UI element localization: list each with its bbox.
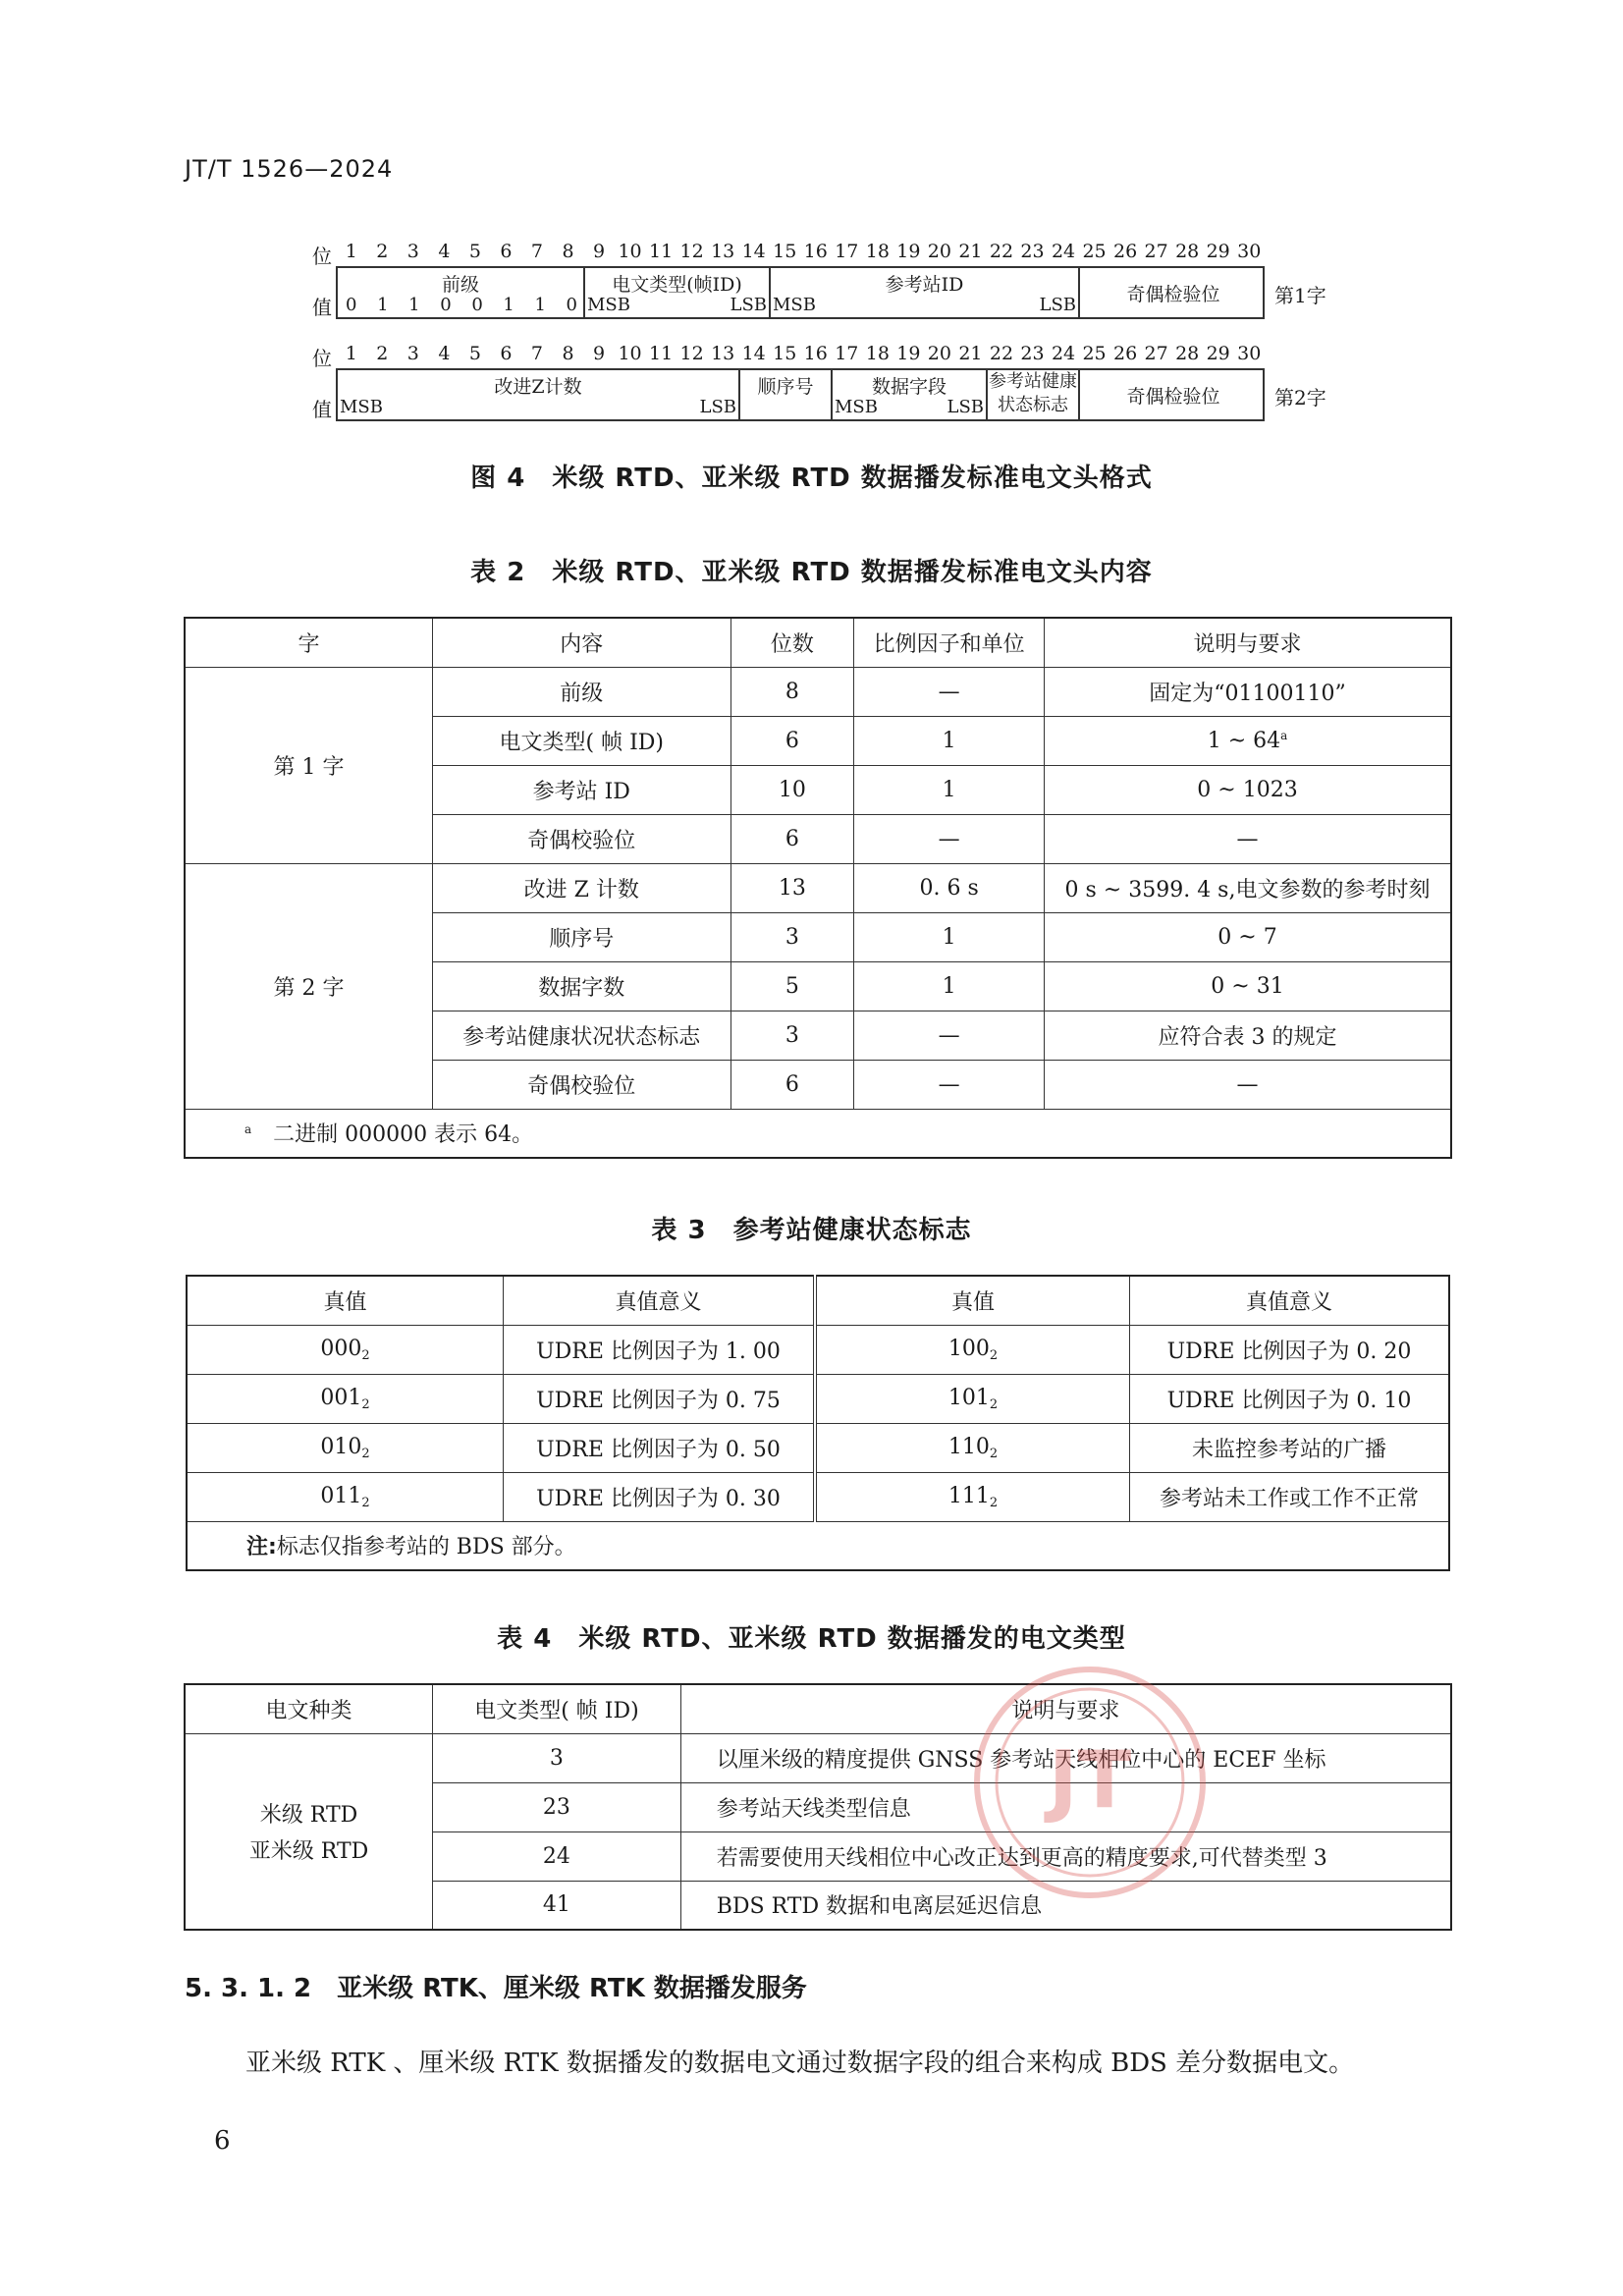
lsb-label: LSB <box>947 397 984 417</box>
health-flag-title <box>988 370 1078 417</box>
bit-number: 2 <box>376 343 389 364</box>
seal-text: JT <box>1048 1734 1132 1826</box>
bit-number: 28 <box>1175 343 1200 364</box>
column-header: 真值意义 <box>503 1276 815 1325</box>
bits-cell: 6 <box>730 716 854 765</box>
word1-cell: 第 1 字 <box>185 667 433 863</box>
table-row <box>185 667 1451 716</box>
content-cell: 参考站健康状况状态标志 <box>433 1011 730 1060</box>
meaning-cell: 未监控参考站的广播 <box>1129 1423 1449 1472</box>
bit-number: 13 <box>711 343 735 364</box>
msb-label: MSB <box>835 397 878 417</box>
message-kind-line1: 米级 RTD <box>259 1802 358 1828</box>
bit-number: 10 <box>618 343 642 364</box>
base-subscript: 2 <box>361 1446 370 1461</box>
column-header: 真值 <box>187 1276 503 1325</box>
truth-value-cell <box>187 1374 503 1423</box>
table4-caption: 表 4 米级 RTD、亚米级 RTD 数据播发的电文类型 <box>497 1624 1126 1654</box>
content-cell: 前级 <box>433 667 730 716</box>
bit-number: 3 <box>406 241 419 262</box>
reference-station-id-field <box>771 268 1080 317</box>
bit-number: 22 <box>989 343 1014 364</box>
bit-number: 17 <box>835 343 859 364</box>
table3 <box>186 1275 1450 1571</box>
bit-number: 5 <box>468 241 481 262</box>
content-cell: 奇偶校验位 <box>433 814 730 863</box>
prefix-bit: 1 <box>408 295 420 315</box>
bits-cell: 5 <box>730 961 854 1011</box>
bit-number: 1 <box>345 343 357 364</box>
desc-cell: — <box>1044 814 1451 863</box>
bit-number: 7 <box>530 241 543 262</box>
bit-number: 9 <box>592 343 606 364</box>
meaning-cell: UDRE 比例因子为 0. 50 <box>503 1423 815 1472</box>
bit-number: 1 <box>345 241 357 262</box>
bit-number: 4 <box>438 343 451 364</box>
message-id-cell: 23 <box>433 1782 681 1831</box>
desc-cell: 0 ~ 31 <box>1044 961 1451 1011</box>
seal-watermark <box>967 1660 1213 1905</box>
position-label: 位 <box>312 347 332 370</box>
desc-cell: 参考站天线类型信息 <box>680 1782 1451 1831</box>
content-cell: 数据字数 <box>433 961 730 1011</box>
bit-number: 20 <box>927 343 951 364</box>
meaning-cell: UDRE 比例因子为 0. 30 <box>503 1472 815 1521</box>
column-header: 字 <box>185 618 433 667</box>
note-text: 二进制 000000 表示 64。 <box>273 1122 534 1148</box>
prefix-bit: 0 <box>346 295 357 315</box>
truth-value: 111 <box>947 1483 990 1508</box>
word1-field-box <box>336 266 1265 319</box>
bit-number: 23 <box>1020 241 1045 262</box>
truth-value-cell <box>815 1374 1129 1423</box>
data-words-field <box>833 370 988 419</box>
message-id-cell: 41 <box>433 1881 681 1930</box>
scale-cell: 0. 6 s <box>854 863 1045 912</box>
meaning-cell: UDRE 比例因子为 0. 20 <box>1129 1325 1449 1374</box>
lsb-label: LSB <box>730 295 767 315</box>
desc-cell: — <box>1044 1060 1451 1109</box>
message-kind-line2: 亚米级 RTD <box>248 1838 369 1864</box>
scale-cell: 1 <box>854 716 1045 765</box>
message-kind-cell <box>185 1733 433 1930</box>
bit-number: 25 <box>1082 241 1107 262</box>
scale-cell: 1 <box>854 961 1045 1011</box>
msb-label: MSB <box>340 397 383 417</box>
word2-cell: 第 2 字 <box>185 863 433 1109</box>
truth-value: 010 <box>320 1434 362 1459</box>
bit-number: 18 <box>865 343 890 364</box>
bit-number: 29 <box>1206 241 1230 262</box>
bit-number: 22 <box>989 241 1014 262</box>
truth-value-cell <box>815 1423 1129 1472</box>
scale-cell: — <box>854 667 1045 716</box>
bit-number: 12 <box>679 343 704 364</box>
bit-number: 6 <box>500 241 513 262</box>
z-count-title: 改进Z计数 <box>494 376 582 398</box>
base-subscript: 2 <box>989 1495 999 1510</box>
base-subscript: 2 <box>361 1347 370 1363</box>
table2 <box>184 617 1452 1159</box>
bit-number: 7 <box>530 343 543 364</box>
prefix-bit: 0 <box>440 295 452 315</box>
table-row <box>185 863 1451 912</box>
note-text: 标志仅指参考站的 BDS 部分。 <box>276 1535 576 1560</box>
content-cell: 参考站 ID <box>433 765 730 814</box>
prefix-field <box>338 268 585 317</box>
message-id-cell: 3 <box>433 1733 681 1782</box>
word2-field-box <box>336 368 1265 421</box>
prefix-bit: 0 <box>566 295 577 315</box>
health-flag-title-line2: 状态标志 <box>998 395 1068 415</box>
bit-number: 10 <box>618 241 642 262</box>
content-cell: 顺序号 <box>433 912 730 961</box>
bit-number: 9 <box>592 241 606 262</box>
bit-number: 16 <box>803 241 828 262</box>
base-subscript: 2 <box>361 1495 370 1510</box>
column-header: 说明与要求 <box>680 1684 1451 1733</box>
value-label: 值 <box>312 398 332 421</box>
table2-caption: 表 2 米级 RTD、亚米级 RTD 数据播发标准电文头内容 <box>470 558 1153 587</box>
base-subscript: 2 <box>989 1446 999 1461</box>
z-count-field <box>338 370 740 419</box>
desc-cell <box>1044 716 1451 765</box>
bit-number: 14 <box>741 343 766 364</box>
parity-field <box>1080 268 1267 317</box>
note-label: 注: <box>246 1535 277 1560</box>
value-label: 值 <box>312 296 332 319</box>
lsb-label: LSB <box>699 397 736 417</box>
table2-note <box>185 1109 1451 1158</box>
bit-number: 23 <box>1020 343 1045 364</box>
bit-number: 20 <box>927 241 951 262</box>
word2-label: 第2字 <box>1274 386 1326 410</box>
meaning-cell: 参考站未工作或工作不正常 <box>1129 1472 1449 1521</box>
parity-title: 奇偶检验位 <box>1126 283 1220 305</box>
figure4-caption: 图 4 米级 RTD、亚米级 RTD 数据播发标准电文头格式 <box>470 464 1153 493</box>
desc-cell: 0 ~ 7 <box>1044 912 1451 961</box>
reference-station-id-title: 参考站ID <box>885 274 964 296</box>
bit-number: 19 <box>896 241 921 262</box>
bits-cell: 13 <box>730 863 854 912</box>
bit-number: 8 <box>562 241 574 262</box>
desc-cell: 若需要使用天线相位中心改正达到更高的精度要求,可代替类型 3 <box>680 1831 1451 1881</box>
table-header-row <box>187 1276 1449 1325</box>
scale-cell: 1 <box>854 912 1045 961</box>
bits-cell: 10 <box>730 765 854 814</box>
msb-label: MSB <box>773 295 816 315</box>
document-code: JT/T 1526—2024 <box>185 155 394 183</box>
table-row <box>185 1733 1451 1782</box>
content-cell: 电文类型( 帧 ID) <box>433 716 730 765</box>
prefix-bit: 1 <box>377 295 389 315</box>
truth-value-cell <box>187 1472 503 1521</box>
sequence-field <box>740 370 833 419</box>
prefix-bit: 0 <box>471 295 483 315</box>
data-words-title: 数据字段 <box>871 376 947 398</box>
desc-cell: BDS RTD 数据和电离层延迟信息 <box>680 1881 1451 1930</box>
message-type-title: 电文类型(帧ID) <box>612 274 742 296</box>
position-label: 位 <box>312 245 332 268</box>
bit-number: 2 <box>376 241 389 262</box>
message-type-field <box>585 268 771 317</box>
base-subscript: 2 <box>989 1347 999 1363</box>
bit-number: 26 <box>1113 241 1138 262</box>
table-header-row <box>185 1684 1451 1733</box>
truth-value: 000 <box>320 1336 362 1361</box>
truth-value: 100 <box>947 1336 990 1361</box>
bit-number: 21 <box>958 241 983 262</box>
bit-number: 11 <box>649 343 674 364</box>
truth-value: 110 <box>947 1434 990 1459</box>
bit-number: 18 <box>865 241 890 262</box>
sequence-title: 顺序号 <box>757 376 814 398</box>
table-header-row <box>185 618 1451 667</box>
bit-number-row <box>336 343 1265 368</box>
truth-value: 011 <box>320 1483 362 1508</box>
prefix-bit: 1 <box>534 295 546 315</box>
bit-number: 15 <box>773 343 797 364</box>
bit-number: 29 <box>1206 343 1230 364</box>
prefix-bit-values <box>346 295 577 315</box>
msb-label: MSB <box>587 295 630 315</box>
desc-cell: 0 s ~ 3599. 4 s,电文参数的参考时刻 <box>1044 863 1451 912</box>
truth-value-cell <box>187 1325 503 1374</box>
bit-number: 19 <box>896 343 921 364</box>
truth-value-cell <box>815 1472 1129 1521</box>
table-row <box>187 1472 1449 1521</box>
desc-cell: 以厘米级的精度提供 GNSS 参考站天线相位中心的 ECEF 坐标 <box>680 1733 1451 1782</box>
column-header: 电文类型( 帧 ID) <box>433 1684 681 1733</box>
prefix-bit: 1 <box>503 295 514 315</box>
table-row <box>187 1374 1449 1423</box>
bit-number: 28 <box>1175 241 1200 262</box>
column-header: 内容 <box>433 618 730 667</box>
content-cell: 改进 Z 计数 <box>433 863 730 912</box>
base-subscript: 2 <box>361 1396 370 1412</box>
scale-cell: — <box>854 814 1045 863</box>
base-subscript: 2 <box>989 1396 999 1412</box>
bit-diagram-word2 <box>312 343 1333 446</box>
bit-number: 24 <box>1051 241 1076 262</box>
bit-number: 13 <box>711 241 735 262</box>
scale-cell: — <box>854 1060 1045 1109</box>
truth-value-cell <box>815 1325 1129 1374</box>
bit-number-row <box>336 241 1265 266</box>
table-note-row <box>187 1521 1449 1570</box>
bit-number: 27 <box>1144 343 1168 364</box>
table-row <box>187 1423 1449 1472</box>
bits-cell: 6 <box>730 1060 854 1109</box>
meaning-cell: UDRE 比例因子为 1. 00 <box>503 1325 815 1374</box>
bits-cell: 6 <box>730 814 854 863</box>
bit-number: 11 <box>649 241 674 262</box>
scale-cell: — <box>854 1011 1045 1060</box>
bit-number: 17 <box>835 241 859 262</box>
desc-cell: 应符合表 3 的规定 <box>1044 1011 1451 1060</box>
content-cell: 奇偶校验位 <box>433 1060 730 1109</box>
footnote-marker: a <box>244 1122 252 1137</box>
bit-number: 15 <box>773 241 797 262</box>
table3-note <box>187 1521 1449 1570</box>
health-flag-title-line1: 参考站健康 <box>989 371 1077 392</box>
bit-number: 16 <box>803 343 828 364</box>
bit-number: 21 <box>958 343 983 364</box>
table3-caption: 表 3 参考站健康状态标志 <box>651 1216 972 1245</box>
meaning-cell: UDRE 比例因子为 0. 75 <box>503 1374 815 1423</box>
meaning-cell: UDRE 比例因子为 0. 10 <box>1129 1374 1449 1423</box>
desc-cell: 固定为“01100110” <box>1044 667 1451 716</box>
table4 <box>184 1683 1452 1931</box>
truth-value: 101 <box>947 1385 990 1410</box>
page-number: 6 <box>214 2126 231 2156</box>
parity-field <box>1080 370 1267 419</box>
bit-number: 25 <box>1082 343 1107 364</box>
column-header: 电文种类 <box>185 1684 433 1733</box>
bit-number: 26 <box>1113 343 1138 364</box>
prefix-title: 前级 <box>441 274 479 296</box>
table-row <box>187 1325 1449 1374</box>
column-header: 比例因子和单位 <box>854 618 1045 667</box>
bit-number: 6 <box>500 343 513 364</box>
parity-title: 奇偶检验位 <box>1126 385 1220 408</box>
body-paragraph: 亚米级 RTK 、厘米级 RTK 数据播发的数据电文通过数据字段的组合来构成 BDS 差分数据电文。 <box>245 2049 1355 2078</box>
scale-cell: 1 <box>854 765 1045 814</box>
bit-number: 14 <box>741 241 766 262</box>
bit-number: 5 <box>468 343 481 364</box>
bits-cell: 3 <box>730 1011 854 1060</box>
table-note-row <box>185 1109 1451 1158</box>
truth-value: 001 <box>320 1385 362 1410</box>
column-header: 真值意义 <box>1129 1276 1449 1325</box>
word1-label: 第1字 <box>1274 284 1326 307</box>
bit-number: 27 <box>1144 241 1168 262</box>
section-heading: 5. 3. 1. 2 亚米级 RTK、厘米级 RTK 数据播发服务 <box>185 1974 807 2003</box>
bit-number: 4 <box>438 241 451 262</box>
bit-number: 12 <box>679 241 704 262</box>
column-header: 真值 <box>815 1276 1129 1325</box>
bit-number: 24 <box>1051 343 1076 364</box>
bits-cell: 3 <box>730 912 854 961</box>
bit-number: 3 <box>406 343 419 364</box>
desc-cell: 0 ~ 1023 <box>1044 765 1451 814</box>
bit-number: 8 <box>562 343 574 364</box>
footnote-marker: a <box>1280 728 1288 742</box>
bits-cell: 8 <box>730 667 854 716</box>
bit-number: 30 <box>1237 241 1262 262</box>
message-id-cell: 24 <box>433 1831 681 1881</box>
column-header: 说明与要求 <box>1044 618 1451 667</box>
column-header: 位数 <box>730 618 854 667</box>
lsb-label: LSB <box>1039 295 1076 315</box>
health-flag-field <box>988 370 1080 419</box>
bit-diagram-word1 <box>312 241 1333 344</box>
bit-number: 30 <box>1237 343 1262 364</box>
truth-value-cell <box>187 1423 503 1472</box>
desc-text: 1 ~ 64 <box>1207 728 1281 753</box>
